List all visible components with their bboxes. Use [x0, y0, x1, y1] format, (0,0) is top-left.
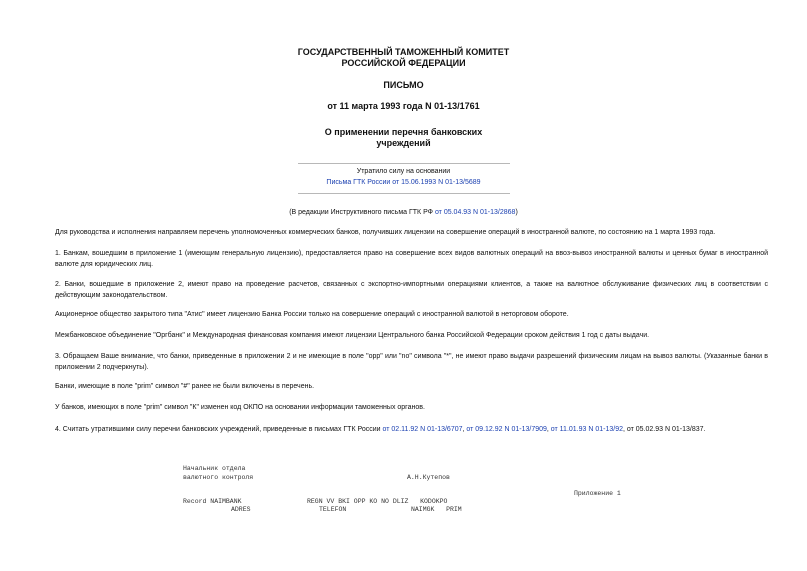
signature-title-line2: валютного контроля — [183, 474, 254, 481]
paragraph-4-separator-1: , — [462, 426, 467, 433]
document-subject-line1: О применении перечня банковских — [324, 127, 483, 137]
paragraph-orgbank-text: Межбанковское объединение "Оргбанк" и Международная финансовая компания имеют лицензии Центрального банка Российской Федерации сроком действия 1 год с даты выдачи. — [55, 332, 650, 339]
repeal-document-link[interactable]: Письма ГТК России от 15.06.1993 N 01-13/5689 — [326, 179, 481, 186]
edition-prefix: (В редакции Инструктивного письма ГТК РФ — [289, 209, 435, 216]
document-subject-line2: учреждений — [376, 138, 431, 148]
paragraph-prim-hash-text: Банки, имеющие в поле "prim" символ "#" ранее не были включены в перечень. — [55, 383, 315, 390]
appendix-field-naimgk-prim: NAIMGK PRIM — [411, 506, 462, 513]
paragraph-3-text: 3. Обращаем Ваше внимание, что банки, приведенные в приложении 2 и не имеющие в поле "opp" или "no" символа "*", не имеют право выдачи разрешений физическим лицам на вывоз валюты. (Указанные банки в приложении 2 подчеркнуты). — [55, 353, 768, 371]
edition-suffix: ) — [515, 209, 518, 216]
edition-note — [0, 208, 807, 218]
agency-name-line1: ГОСУДАРСТВЕННЫЙ ТАМОЖЕННЫЙ КОМИТЕТ — [297, 47, 510, 57]
paragraph-4-suffix: , от 05.02.93 N 01-13/837. — [623, 426, 706, 433]
status-bottom-divider — [298, 193, 510, 194]
paragraph-2-text: 2. Банки, вошедшие в приложение 2, имеют право на проведение расчетов, связанных с экспортно-импортными операциями клиентов, а также на валютное обслуживание физических лиц в соответствии с действующим законодательством. — [55, 281, 768, 299]
paragraph-4-prefix: 4. Считать утратившими силу перечни банковских учреждений, приведенные в письмах ГТК России — [55, 426, 383, 433]
appendix-label: Приложение 1 — [574, 490, 621, 497]
paragraph-2 — [40, 279, 768, 301]
paragraph-4 — [40, 424, 768, 435]
signature-name: А.Н.Кутепов — [407, 474, 450, 481]
paragraph-3 — [40, 351, 768, 373]
status-top-divider — [298, 163, 510, 164]
status-row — [0, 178, 807, 188]
edition-link[interactable]: от 05.04.93 N 01-13/2868 — [434, 209, 516, 216]
paragraph-1 — [40, 248, 768, 270]
paragraph-4-separator-2: , — [546, 426, 551, 433]
agency-name-line2: РОССИЙСКОЙ ФЕДЕРАЦИИ — [341, 58, 466, 68]
paragraph-atis-text: Акционерное общество закрытого типа "Атис" имеет лицензию Банка России только на совершение операций с иностранной валютой в неторговом обороте. — [55, 311, 569, 318]
letter-link-1[interactable]: от 02.11.92 N 01-13/6707 — [382, 426, 463, 433]
paragraph-intro-text: Для руководства и исполнения направляем перечень уполномоченных коммерческих банков, получивших лицензии на совершение операций в иностранной валюте, по состоянию на 1 марта 1993 года. — [55, 229, 716, 236]
paragraph-4-text — [40, 424, 768, 435]
appendix-record-name: Record NAIMBANK — [183, 498, 242, 505]
letter-link-3[interactable]: от 11.01.93 N 01-13/92 — [550, 426, 623, 433]
appendix-field-telefon: TELEFON — [319, 506, 347, 513]
paragraph-1-text: 1. Банкам, вошедшим в приложение 1 (имеющим генеральную лицензию), предоставляется право на совершение всех видов валютных операций на ввоз-вывоз иностранной валюты и ценных бумаг в иностранной валюте для юридических лиц. — [55, 250, 768, 268]
paragraph-intro — [40, 227, 768, 238]
paragraph-prim-k-text: У банков, имеющих в поле "prim" символ "К" изменен код ОКПО на основании информации таможенных органов. — [55, 404, 425, 411]
letter-link-2[interactable]: от 09.12.92 N 01-13/7909 — [466, 426, 547, 433]
signature-title-line1: Начальник отдела — [183, 465, 246, 472]
appendix-field-adres: ADRES — [231, 506, 251, 513]
appendix-field-codes: REGN VV BKI OPP KO NO DLIZ KODOKPO — [307, 498, 448, 505]
paragraph-prim-k — [40, 402, 768, 413]
document-type: ПИСЬМО — [383, 80, 424, 90]
paragraph-atis — [40, 309, 768, 320]
paragraph-orgbank — [40, 330, 768, 341]
paragraph-prim-hash — [40, 381, 768, 392]
status-text: Утратило силу на основании — [356, 168, 451, 175]
document-date-number: от 11 марта 1993 года N 01-13/1761 — [327, 101, 480, 111]
